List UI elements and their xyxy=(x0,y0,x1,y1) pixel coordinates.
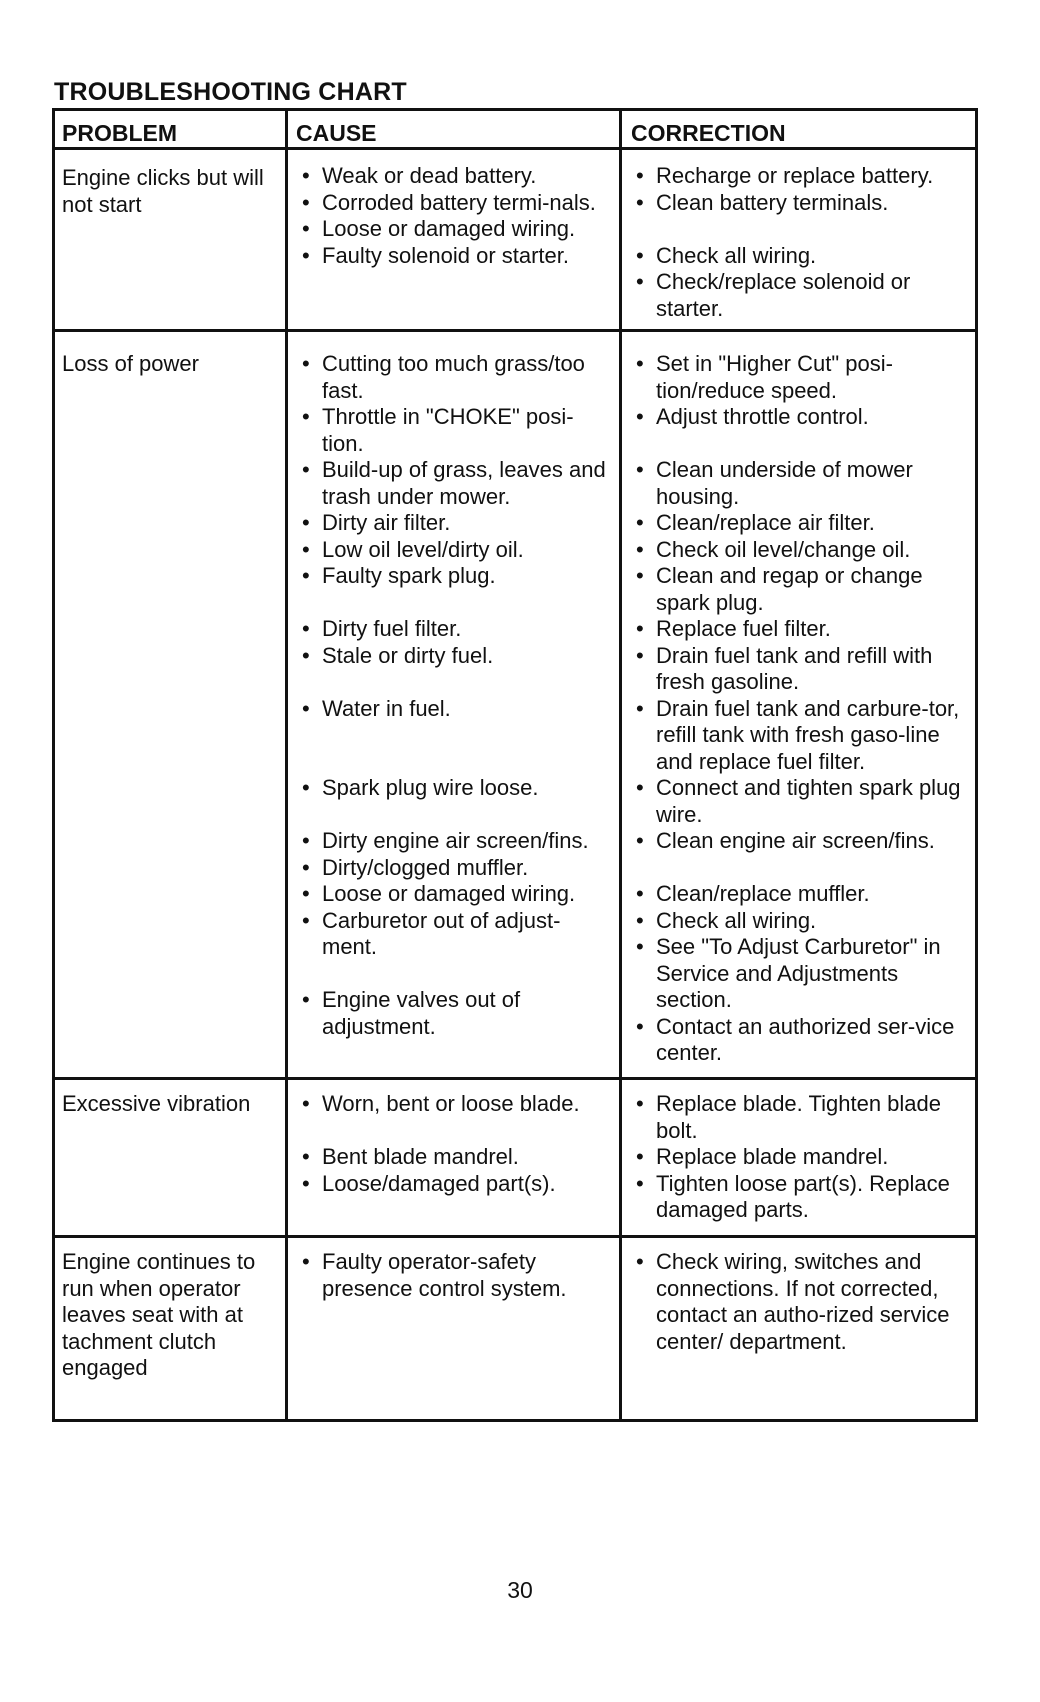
cause-item: • Bent blade mandrel. xyxy=(292,1144,612,1171)
correction-item: • Check oil level/change oil. xyxy=(626,537,974,564)
cause-item: • Dirty fuel filter. xyxy=(292,616,612,643)
correction-item: • Connect and tighten spark plug wire. xyxy=(626,775,974,828)
cause-item: • Carburetor out of adjust-ment. xyxy=(292,908,612,961)
correction-cell xyxy=(626,1091,974,1224)
cause-item: • Spark plug wire loose. xyxy=(292,775,612,802)
problem-cell xyxy=(62,165,272,218)
correction-item: • Clean underside of mower housing. xyxy=(626,457,974,510)
cause-item: • Engine valves out of adjustment. xyxy=(292,987,612,1040)
correction-item: • Adjust throttle control. xyxy=(626,404,974,431)
header-divider xyxy=(55,147,975,150)
cause-cell xyxy=(292,163,612,269)
correction-item: • Clean/replace muffler. xyxy=(626,881,974,908)
problem-text: Excessive vibration xyxy=(62,1091,251,1116)
cause-item: • Throttle in "CHOKE" posi-tion. xyxy=(292,404,612,457)
header-correction: CORRECTION xyxy=(631,120,786,146)
correction-item: • See "To Adjust Carburetor" in Service and Adjustments section. xyxy=(626,934,974,1014)
cause-item: • Faulty operator-safety presence control system. xyxy=(292,1249,612,1302)
correction-item: • Tighten loose part(s). Replace damaged parts. xyxy=(626,1171,974,1224)
cause-item: • Cutting too much grass/too fast. xyxy=(292,351,612,404)
cause-item: • Loose/damaged part(s). xyxy=(292,1171,612,1198)
cause-item: • Loose or damaged wiring. xyxy=(292,216,612,243)
correction-item: • Contact an authorized ser-vice center. xyxy=(626,1014,974,1067)
correction-item: • Recharge or replace battery. xyxy=(626,163,974,190)
column-divider xyxy=(285,111,288,1419)
correction-item: • Drain fuel tank and refill with fresh gasoline. xyxy=(626,643,974,696)
cause-item: • Low oil level/dirty oil. xyxy=(292,537,612,564)
correction-item: • Clean and regap or change spark plug. xyxy=(626,563,974,616)
problem-text: Engine clicks but will not start xyxy=(62,165,264,217)
correction-item: • Check wiring, switches and connections. If not corrected, contact an autho-rized service center/ department. xyxy=(626,1249,974,1355)
correction-item: • Clean engine air screen/fins. xyxy=(626,828,974,855)
correction-item: • Clean battery terminals. xyxy=(626,190,974,217)
problem-cell xyxy=(62,1091,277,1118)
problem-cell xyxy=(62,1249,277,1382)
correction-item: • Check all wiring. xyxy=(626,243,974,270)
correction-cell xyxy=(626,163,974,322)
troubleshooting-table xyxy=(52,108,978,1422)
correction-item: • Check/replace solenoid or starter. xyxy=(626,269,974,322)
page-number: 30 xyxy=(507,1577,533,1603)
cause-cell xyxy=(292,351,612,1040)
problem-text: Engine continues to run when operator leaves seat with at tachment clutch engaged xyxy=(62,1249,256,1380)
cause-item: • Weak or dead battery. xyxy=(292,163,612,190)
cause-item: • Stale or dirty fuel. xyxy=(292,643,612,670)
cause-item: • Water in fuel. xyxy=(292,696,612,723)
header-cause: CAUSE xyxy=(296,120,377,146)
correction-item: • Clean/replace air filter. xyxy=(626,510,974,537)
row-divider xyxy=(55,1077,975,1080)
cause-cell xyxy=(292,1249,612,1302)
row-divider xyxy=(55,329,975,332)
cause-item: • Dirty/clogged muffler. xyxy=(292,855,612,882)
correction-item: • Replace blade mandrel. xyxy=(626,1144,974,1171)
column-divider xyxy=(619,111,622,1419)
cause-item: • Loose or damaged wiring. xyxy=(292,881,612,908)
chart-title: TROUBLESHOOTING CHART xyxy=(54,78,407,106)
cause-cell xyxy=(292,1091,612,1197)
correction-item: • Drain fuel tank and carbure-tor, refill tank with fresh gaso-line and replace fuel filter. xyxy=(626,696,974,776)
row-divider xyxy=(55,1235,975,1238)
problem-cell xyxy=(62,351,272,378)
cause-item: • Faulty spark plug. xyxy=(292,563,612,590)
cause-item: • Corroded battery termi-nals. xyxy=(292,190,612,217)
correction-cell xyxy=(626,351,974,1067)
correction-cell xyxy=(626,1249,974,1355)
problem-text: Loss of power xyxy=(62,351,199,376)
correction-item: • Replace fuel filter. xyxy=(626,616,974,643)
cause-item: • Faulty solenoid or starter. xyxy=(292,243,612,270)
correction-item: • Set in "Higher Cut" posi-tion/reduce speed. xyxy=(626,351,974,404)
cause-item: • Dirty engine air screen/fins. xyxy=(292,828,612,855)
cause-item: • Dirty air filter. xyxy=(292,510,612,537)
header-problem: PROBLEM xyxy=(62,120,177,146)
correction-item: • Replace blade. Tighten blade bolt. xyxy=(626,1091,974,1144)
cause-item: • Build-up of grass, leaves and trash under mower. xyxy=(292,457,612,510)
cause-item: • Worn, bent or loose blade. xyxy=(292,1091,612,1118)
correction-item: • Check all wiring. xyxy=(626,908,974,935)
